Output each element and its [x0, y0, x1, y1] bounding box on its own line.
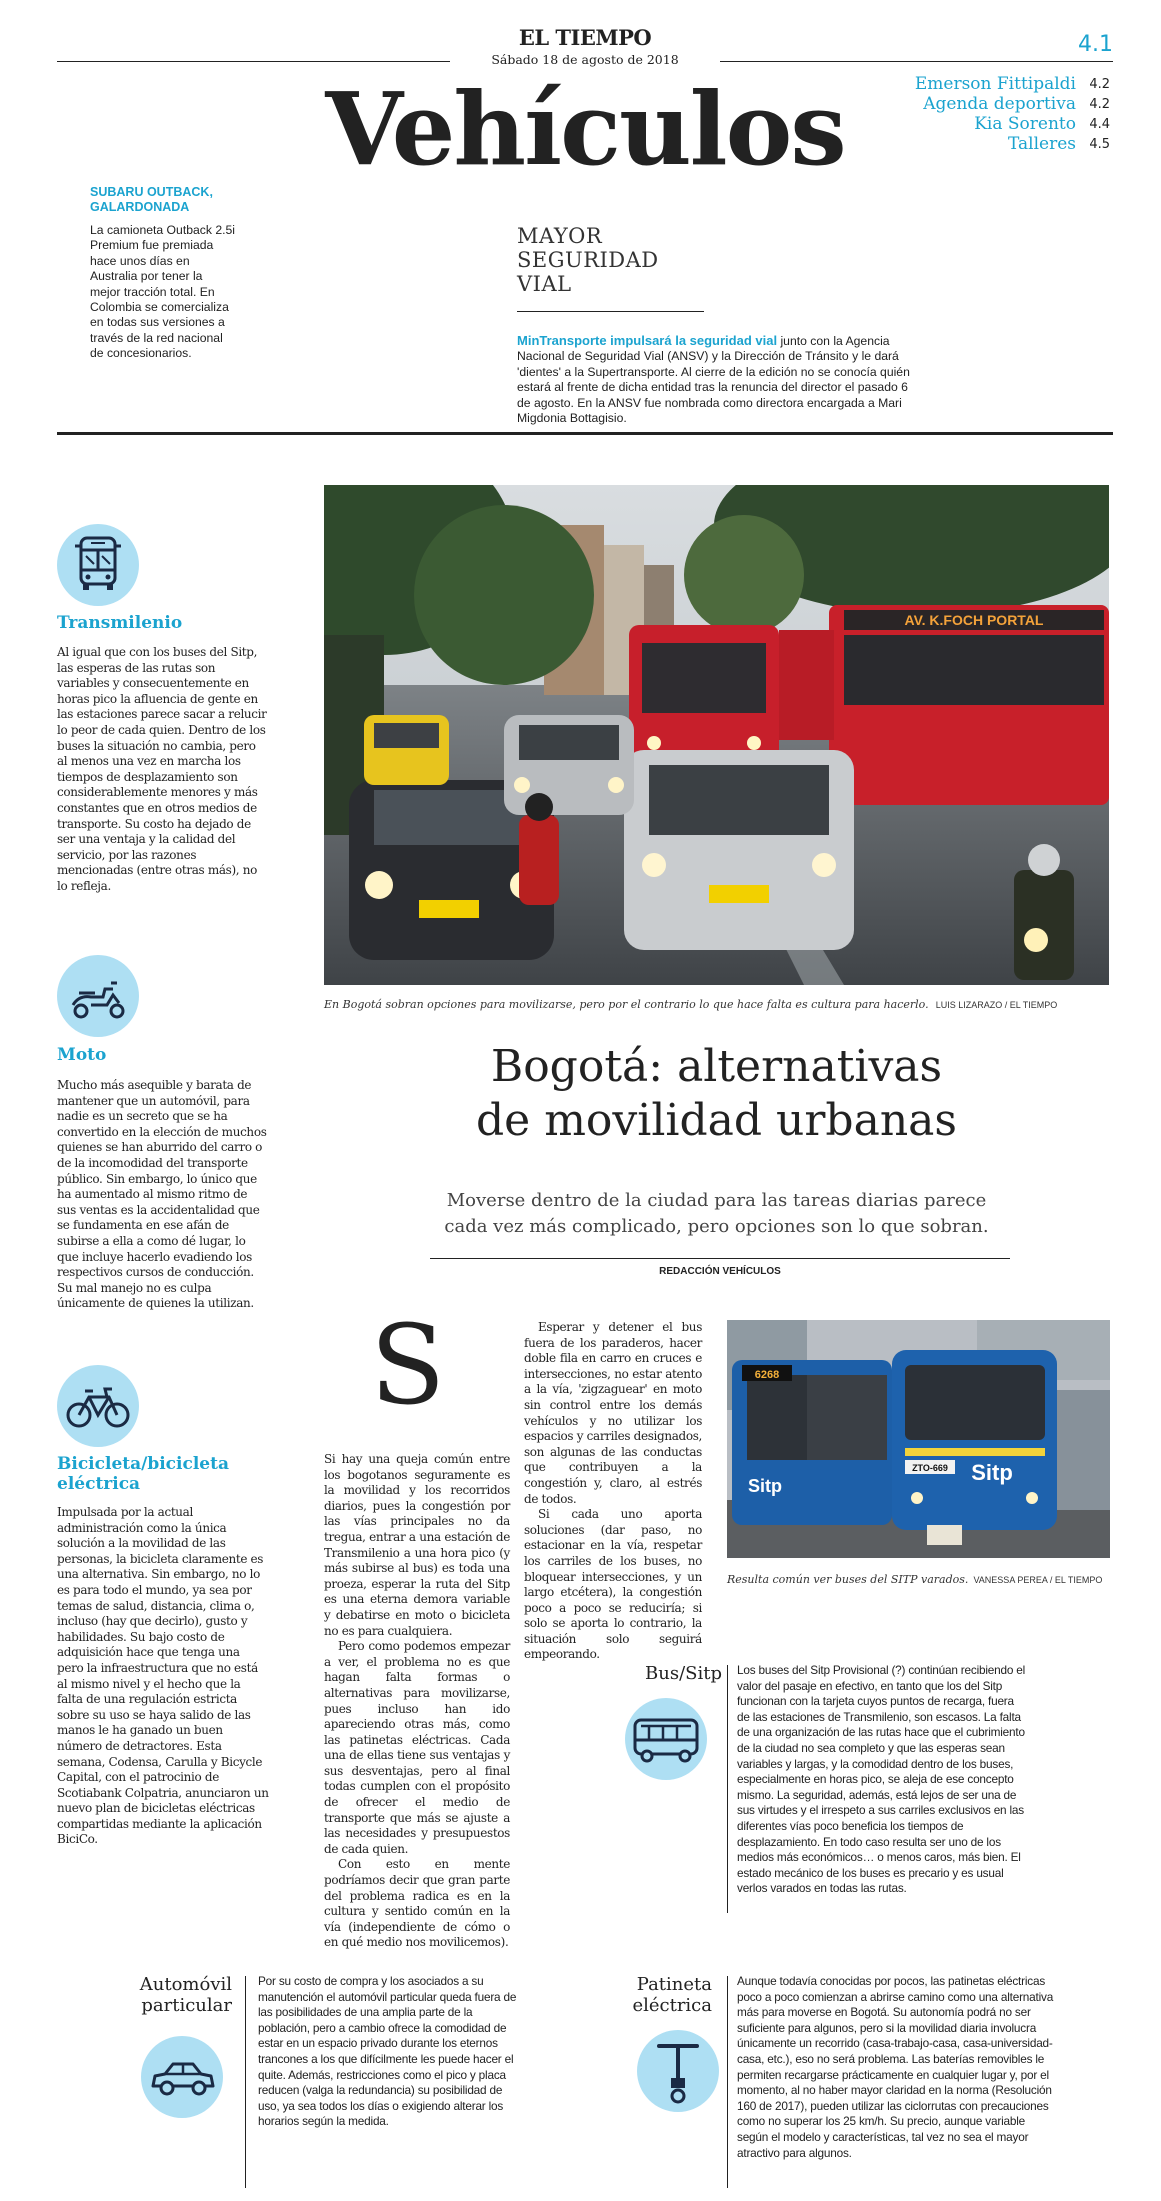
brief-seguridad-rule: [517, 311, 704, 312]
article-column-1: Si hay una queja común entre los bogotanos seguramente es la movilidad y los recorridos diarios, pues la congestión por las vías principales no da tregua, entrar a una estación de Transmilenio a una hora pico (y más subirse al bus) es toda una proeza, esperar la ruta del Sitp es una eterna demora variable y debatirse en moto o bicicleta no es para cualquiera. Pero como podemos empezar a ver, el problema no es que hagan falta formas o alternativas para movilizarse, pues incluso han ido apareciendo otras más, como las patinetas eléctricas. Cada una de ellas tiene sus ventajas y sus desventajas, pero al final todas cumplen con el propósito de ofrecer el medio de transporte que más se ajuste a las necesidades y presupuestos de cada quien. Con esto en mente podríamos decir que gran parte del problema radica es en la cultura y sentido común en la vía (independiente de cómo o en qué medio nos movilicemos).: [324, 1452, 510, 1950]
bus-route-number: 6268: [754, 1369, 780, 1381]
index-item[interactable]: Emerson Fittipaldi 4.2: [914, 74, 1110, 94]
transmilenio-icon: [57, 524, 139, 606]
bus-destination-sign: AV. K.FOCH PORTAL: [904, 612, 1044, 628]
page-number: 4.1: [1078, 32, 1113, 57]
moto-title: Moto: [57, 1045, 107, 1065]
car-icon: [141, 2036, 223, 2118]
automovil-divider: [245, 1976, 246, 2188]
patineta-divider: [727, 1976, 728, 2188]
sitp-photo: [727, 1320, 1110, 1558]
sitp-logo-right: Sitp: [971, 1460, 1013, 1485]
header-bottom-rule: [57, 432, 1113, 435]
brand-logo: EL TIEMPO: [518, 25, 652, 50]
brief-subaru-title: SUBARU OUTBACK, GALARDONADA: [90, 185, 213, 214]
moto-icon: [57, 955, 139, 1037]
bicicleta-body: Impulsada por la actual administración como la única solución a la movilidad de las personas, la bicicleta claramente es una alternativa. Sin embargo, no lo es para todo el mundo, ya sea por temas de salud, distancia, clima o, incluso (hay que decirlo), gusto y habilidades. Su bajo costo de adquisición hace que tenga una pero la infraestructura que no está al mismo nivel y el hecho que la falta de una regulación estricta sobre su uso se haya salido de las manos le ha ganado un buen número de detractores. Esta semana, Codensa, Carulla y Bicycle Capital, con el patrocinio de Scotiabank Colpatria, anunciaron un nuevo plan de bicicletas eléctricas compartidas mediante la aplicación BiciCo.: [57, 1505, 269, 1847]
section-index: [860, 74, 1110, 154]
header-rule-right: [720, 61, 1113, 62]
article-headline: Bogotá: alternativas de movilidad urbanas: [476, 1041, 957, 1146]
section-title: Vehículos: [325, 70, 845, 188]
transmilenio-body: Al igual que con los buses del Sitp, las esperas de las rutas son variables y consecuentemente en horas pico la afluencia de gente en las estaciones parece sacar a relucir lo peor de cada quien. Dentro de los buses la situación no cambia, pero al menos una vez en marcha los tiempos de desplazamiento son considerablemente menores y más constantes que en otros medios de transporte. Su costo ha dejado de ser una ventaja y la calidad del servicio, por las razones mencionadas (entre otras más), no lo refleja.: [57, 645, 267, 893]
scooter-icon: [637, 2030, 719, 2112]
sitp-photo-caption: Resulta común ver buses del SITP varados. VANESSA PEREA / EL TIEMPO: [727, 1573, 1103, 1586]
brief-subaru-body: La camioneta Outback 2.5i Premium fue premiada hace unos días en Australia por tener la mejor tracción total. En Colombia se comercializa en todas sus versiones a través de la red nacional de concesionarios.: [90, 223, 235, 361]
index-item[interactable]: Kia Sorento 4.4: [974, 114, 1110, 134]
index-item[interactable]: Talleres 4.5: [1008, 134, 1110, 154]
issue-date: Sábado 18 de agosto de 2018: [491, 52, 679, 67]
bus-sitp-body: Los buses del Sitp Provisional (?) continúan recibiendo el valor del pasaje en efectivo, en tanto que los del Sitp funcionan con la tarjeta cuyos puntos de recarga, fuera de las estaciones de Transmilenio, son escasos. La falta de una organización de las rutas hace que el cubrimiento de la ciudad no sea completo y que las esperas sean variables y largas, y la comodidad dentro de los buses, especialmente en horas pico, se aleja de ese concepto mismo. La seguridad, además, está lejos de ser una de sus virtudes y el irrespeto a sus carriles exclusivos en las diferentes vías poco beneficia los tiempos de desplazamiento. En todo caso resulta ser uno de los medios más económicos… o menos caros, más bien. El estado mecánico de los buses es precario y es usual verlos varados en todas las rutas.: [737, 1663, 1026, 1896]
brief-seguridad-body: MinTransporte impulsará la seguridad vial junto con la Agencia Nacional de Seguridad Vial (ANSV) y la Dirección de Tránsito y le dará 'dientes' a la Supertransporte. Al cierre de la edición no se conocía quién estará al frente de dicha entidad tras la renuncia del director el pasado 6 de agosto. En la ANSV fue nombrada como directora encargada a Mari Migdonia Bottagisio.: [517, 333, 910, 426]
sitp-logo-left: Sitp: [748, 1476, 782, 1496]
bus-plate: ZTO-669: [912, 1463, 948, 1473]
bus-icon: [625, 1698, 707, 1780]
index-item[interactable]: Agenda deportiva 4.2: [923, 94, 1110, 114]
bicycle-icon: [57, 1365, 139, 1447]
header-rule-left: [57, 61, 450, 62]
main-photo-caption: En Bogotá sobran opciones para movilizarse, pero por el contrario lo que hace falta es cultura para hacerlo. LUIS LIZARAZO / EL TIEMPO: [324, 998, 1058, 1011]
article-byline-rule: [430, 1258, 1010, 1259]
transmilenio-title: Transmilenio: [57, 613, 183, 633]
automovil-body: Por su costo de compra y los asociados a su manutención el automóvil particular queda fuera de las posibilidades de una amplia parte de la población, pero a cambio ofrece la comodidad de estar en un espacio privado durante los eternos trancones a los que difícilmente les puede hacer el quite. Además, restricciones como el pico y placa reducen (valga la redundancia) su posibilidad de uso, ya sea todos los días o exigiendo alterar los horarios según la medida.: [258, 1974, 517, 2129]
bicicleta-title: Bicicleta/bicicleta eléctrica: [57, 1454, 229, 1494]
brief-seguridad-title: MAYOR SEGURIDAD VIAL: [517, 224, 659, 296]
main-photo: [324, 485, 1109, 985]
automovil-title: Automóvil particular: [139, 1974, 232, 2016]
bus-sitp-divider: [727, 1665, 728, 1913]
article-subhead: Moverse dentro de la ciudad para las tareas diarias parece cada vez más complicado, pero opciones son lo que sobran.: [444, 1190, 989, 1237]
drop-cap: S: [370, 1301, 446, 1429]
patineta-title: Patineta eléctrica: [632, 1974, 712, 2016]
article-byline: REDACCIÓN VEHÍCULOS: [659, 1266, 781, 1277]
moto-body: Mucho más asequible y barata de mantener que un automóvil, para nadie es un secreto que se ha convertido en la elección de muchos quienes se han aburrido del carro o de la incomodidad del transporte público. Sin embargo, lo único que ha aumentado al mismo ritmo de sus ventas es la accidentalidad que se fundamenta en ese afán de subirse a ella a como dé lugar, lo que incluye hacerlo evadiendo los respectivos cursos de conducción. Su mal manejo no es culpa únicamente de quienes la utilizan.: [57, 1078, 267, 1311]
bus-sitp-title: Bus/Sitp: [645, 1663, 722, 1684]
patineta-body: Aunque todavía conocidas por pocos, las patinetas eléctricas poco a poco comienzan a abrirse camino como una alternativa más para moverse en Bogotá. Su autonomía podrá no ser suficiente para algunos, pero si la movilidad diaria involucra únicamente un recorrido (casa-trabajo-casa, casa-universidad-casa, etc.), eso no será problema. Las baterías removibles le permiten recargarse prácticamente en cualquier lugar y, por el momento, al no haber mayor claridad en la norma (Resolución 160 de 2017), pueden utilizar las ciclorrutas con precauciones como no superar los 25 km/h. Su precio, aunque variable según el modelo y características, tal vez no sea el mayor atractivo para algunos.: [737, 1974, 1054, 2160]
brief-subaru: [90, 185, 235, 362]
article-column-2: Esperar y detener el bus fuera de los paraderos, hacer doble fila en carro en cruces e intersecciones, no estar atento a la vía, 'zigzaguear' en moto sin control entre los demás vehículos y no utilizar los espacios y carriles designados, son algunas de las conductas que contribuyen a la congestión y, claro, al estrés de todos. Si cada uno aporta soluciones (dar paso, no estacionar en la vía, respetar los carriles de los buses, no bloquear intersecciones, y un largo etcétera), la congestión poco a poco se reduciría; si solo se aporta lo contrario, la situación solo seguirá empeorando.: [524, 1320, 702, 1662]
